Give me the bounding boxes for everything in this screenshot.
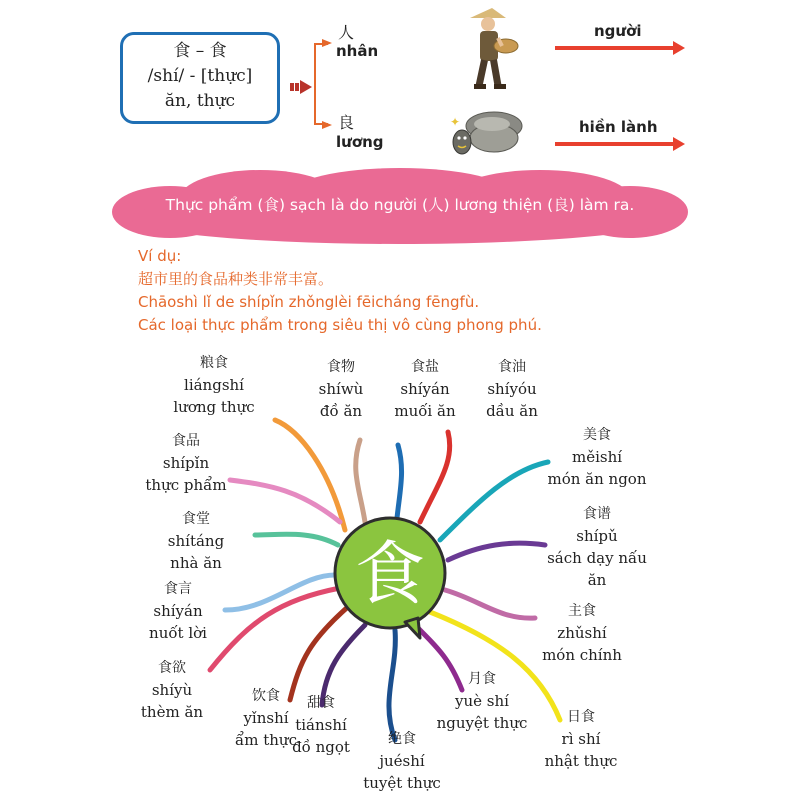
- word-pinyin: juéshí: [379, 752, 425, 770]
- word-pinyin: yǐnshí: [243, 709, 289, 727]
- word-pinyin: zhǔshí: [557, 624, 607, 642]
- component-meaning: hiền lành: [579, 118, 658, 136]
- component-bracket: [314, 43, 330, 125]
- word-vietnamese: sách dạy nấu ăn: [547, 549, 647, 589]
- word-vietnamese: nguyệt thực: [436, 714, 528, 732]
- mindmap-word: [537, 503, 657, 591]
- word-chinese: 甜食: [307, 695, 335, 711]
- word-chinese: 主食: [568, 603, 596, 619]
- mindmap-branch: [448, 543, 545, 560]
- center-character: 食: [355, 533, 425, 615]
- word-chinese: 食盐: [411, 359, 439, 375]
- mindmap-word: [126, 430, 246, 496]
- mindmap-branch: [389, 630, 395, 740]
- person-illustration-icon: [462, 6, 522, 98]
- word-chinese: 绝食: [388, 731, 416, 747]
- mindmap-word: [112, 657, 232, 723]
- svg-text:✦: ✦: [450, 115, 461, 129]
- word-chinese: 饮食: [252, 688, 280, 704]
- word-pinyin: shíyán: [400, 380, 450, 398]
- word-chinese: 食欲: [158, 660, 186, 676]
- word-vietnamese: nhà ăn: [170, 554, 222, 572]
- word-chinese: 美食: [583, 427, 611, 443]
- character-pinyin: /shí/ - [thực]: [147, 66, 253, 86]
- mnemonic-text: Thực phẩm (食) sạch là do người (人) lương thiện (良) làm ra.: [165, 196, 635, 214]
- word-vietnamese: món ăn ngon: [547, 470, 647, 488]
- component-meaning: người: [594, 22, 642, 40]
- mindmap-branch: [397, 445, 402, 518]
- word-vietnamese: ẩm thực: [235, 731, 297, 749]
- word-pinyin: shípǐn: [162, 454, 210, 472]
- word-chinese: 食堂: [182, 511, 210, 527]
- mindmap-branch: [420, 432, 450, 522]
- word-vietnamese: thèm ăn: [140, 703, 204, 721]
- character-card: [120, 32, 280, 124]
- word-chinese: 食言: [164, 581, 192, 597]
- word-vietnamese: đồ ngọt: [292, 738, 350, 756]
- character-meaning: ăn, thực: [164, 91, 236, 111]
- mindmap-word: [118, 578, 238, 644]
- word-vietnamese: muối ăn: [394, 402, 456, 420]
- component-word: lương: [336, 133, 384, 151]
- word-chinese: 日食: [567, 709, 595, 725]
- word-pinyin: shíyóu: [487, 380, 537, 398]
- example-block: [138, 245, 542, 337]
- mindmap-branch: [275, 420, 345, 530]
- component-char: 良: [338, 113, 355, 132]
- word-vietnamese: tuyệt thực: [363, 774, 441, 792]
- word-pinyin: shípǔ: [576, 527, 618, 545]
- mindmap-branch: [440, 462, 548, 540]
- word-chinese: 食物: [327, 359, 355, 375]
- mindmap-word: [537, 424, 657, 490]
- word-pinyin: shíwù: [318, 380, 364, 398]
- bracket-arrow-icon: [322, 120, 332, 130]
- component-char: 人: [338, 23, 355, 42]
- word-chinese: 食油: [498, 359, 526, 375]
- mortar-illustration-icon: [448, 104, 528, 160]
- bracket-arrow-icon: [322, 38, 332, 48]
- decompose-arrow-icon: [290, 80, 312, 94]
- example-chinese: 超市里的食品种类非常丰富。: [138, 270, 334, 288]
- example-vietnamese: Các loại thực phẩm trong siêu thị vô cùng phong phú.: [138, 316, 542, 334]
- mindmap-word: [154, 352, 274, 418]
- word-vietnamese: nhật thực: [544, 752, 618, 770]
- word-vietnamese: món chính: [542, 646, 622, 664]
- mindmap-branch: [356, 440, 365, 522]
- example-label: Ví dụ:: [138, 247, 182, 265]
- word-vietnamese: dầu ăn: [486, 402, 538, 420]
- word-chinese: 粮食: [200, 355, 228, 371]
- word-chinese: 月食: [468, 671, 496, 687]
- mindmap-word: [452, 356, 572, 422]
- center-bubble: [335, 518, 445, 638]
- word-pinyin: liángshí: [184, 376, 244, 394]
- mindmap-word: [136, 508, 256, 574]
- word-pinyin: yuè shí: [455, 692, 509, 710]
- word-vietnamese: lương thực: [173, 398, 255, 416]
- mindmap-branch: [255, 534, 338, 545]
- word-pinyin: shítáng: [167, 532, 225, 550]
- word-vietnamese: nuốt lời: [149, 624, 207, 642]
- mindmap-word: [422, 668, 542, 734]
- example-pinyin: Chāoshì lǐ de shípǐn zhǒnglèi fēicháng fēngfù.: [138, 293, 480, 311]
- word-pinyin: měishí: [571, 448, 623, 466]
- word-pinyin: rì shí: [561, 730, 601, 748]
- word-vietnamese: đồ ăn: [319, 402, 363, 420]
- meaning-arrow-icon: [555, 142, 675, 146]
- word-pinyin: tiánshí: [295, 716, 347, 734]
- word-pinyin: shíyán: [153, 602, 203, 620]
- meaning-arrow-icon: [555, 46, 675, 50]
- word-chinese: 食品: [172, 433, 200, 449]
- word-chinese: 食谱: [583, 506, 611, 522]
- word-vietnamese: thực phẩm: [145, 476, 227, 494]
- component-word: nhân: [336, 42, 379, 60]
- character-forms: 食 – 食: [173, 41, 227, 61]
- word-pinyin: shíyù: [151, 681, 193, 699]
- mindmap-word: [522, 600, 642, 666]
